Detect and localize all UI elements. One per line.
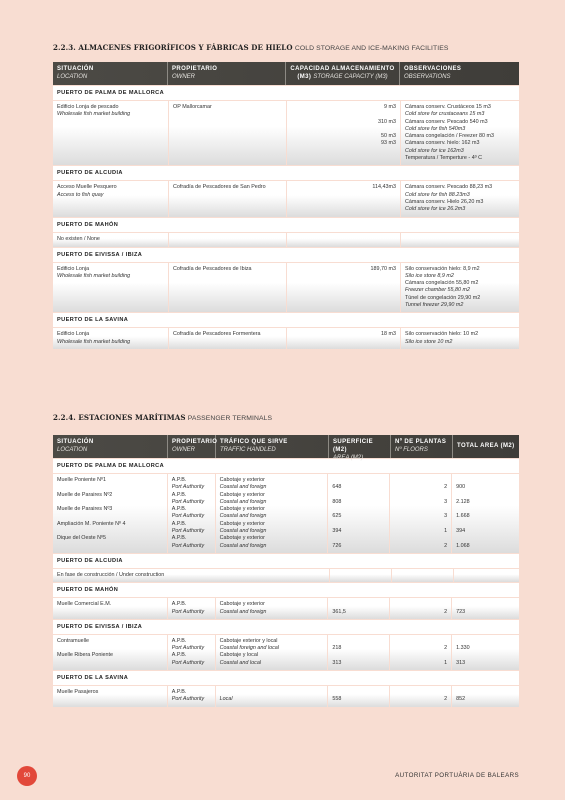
cell-area: 648 808 625 394 726 — [328, 474, 389, 553]
cell-owner: A.P.B. Port Authority — [168, 598, 215, 619]
port-heading: PUERTO DE LA SAVINA — [53, 671, 519, 685]
cell-traffic: Cabotaje y exterior Coastal and foreign — [216, 598, 328, 619]
cell-location: Contramuelle Muelle Ribera Poniente — [53, 635, 167, 670]
header-area: SUPERFICIE (M2) AREA (M2) — [329, 435, 391, 458]
table-row — [53, 181, 519, 216]
table-row — [53, 686, 519, 707]
cell-location: No existen / None — [53, 233, 168, 247]
cell-observations — [401, 233, 519, 247]
cell-observations: Cámara conserv. Crustáceos 15 m3 Cold store for crustaceans 15 m3 Cámara conserv. Pescado 540 m3 Cold store for fish 540m3 Cámara congelación / Freezer 80 m3 Cámara conserv. hielo: 162 m3 Cold store for ice 162m3 Temperatura / Temperture - 4º C — [401, 101, 519, 165]
cell-owner: Cofradía de Pescadores de Ibiza — [169, 263, 286, 313]
port-heading: PUERTO DE MAHÓN — [53, 583, 519, 597]
table-row — [53, 233, 519, 247]
table-header — [53, 62, 519, 85]
cell-total-area: 900 2.128 1.668 394 1.068 — [452, 474, 519, 553]
cell-location: Muelle Poniente Nº1 Muelle de Paraires Nº2 Muelle de Paraires Nº3 Ampliación M. Poniente Nº 4 Dique del Oeste Nº5 — [53, 474, 167, 553]
port-heading: PUERTO DE MAHÓN — [53, 218, 519, 232]
table-row — [53, 328, 519, 349]
cell-owner: A.P.B. Port Authority — [168, 686, 215, 707]
table-row — [53, 635, 519, 670]
cell-location: Edificio Lonja de pescado Wholesale fish market building — [53, 101, 168, 165]
table-header — [53, 435, 519, 461]
header-traffic: TRÁFICO QUE SIRVE TRAFFIC HANDLED — [216, 435, 329, 458]
cell-empty — [392, 569, 453, 582]
port-heading: PUERTO DE EIVISSA / IBIZA — [53, 620, 519, 634]
cell-observations: Silo conservación hielo: 10 m2 Silo ice store 10 m2 — [401, 328, 519, 349]
cell-empty — [454, 569, 519, 582]
header-observations: OBSERVACIONES OBSERVATIONS — [404, 66, 462, 80]
cell-owner: A.P.B. Port Authority A.P.B. Port Authority — [168, 635, 215, 670]
cell-capacity: 9 m3 310 m3 50 m3 93 m3 — [287, 101, 400, 165]
footer-organization: AUTORITAT PORTUÀRIA DE BALEARS — [395, 772, 519, 779]
passenger-terminals-table — [53, 435, 519, 707]
port-heading: PUERTO DE ALCUDIA — [53, 166, 519, 180]
header-location: SITUACIÓN LOCATION — [53, 62, 168, 85]
section-title-cold-storage: 2.2.3. ALMACENES FRIGORÍFICOS Y FÁBRICAS DE HIELO COLD STORAGE AND ICE-MAKING FACILITIES — [53, 43, 449, 52]
cell-location: Muelle Pasajeros — [53, 686, 167, 707]
cell-floors: 2 — [390, 598, 451, 619]
cell-location: Acceso Muelle Pesquero Access to fish quay — [53, 181, 168, 216]
header-owner: PROPIETARIO OWNER — [168, 435, 216, 458]
page-number-badge: 90 — [17, 766, 37, 786]
cell-traffic: Cabotaje y exterior Coastal and foreign Cabotaje y exterior Coastal and foreign Cabotaje y exterior Coastal and foreign Cabotaje y exterior Coastal and foreign Cabotaje y exterior Coastal and foreign — [216, 474, 328, 553]
cell-location: Muelle Comercial E.M. — [53, 598, 167, 619]
cell-owner — [169, 233, 286, 247]
table-row — [53, 474, 519, 553]
port-heading: PUERTO DE EIVISSA / IBIZA — [53, 248, 519, 262]
header-capacity: CAPACIDAD ALMACENAMIENTO (M3) STORAGE CAPACITY (M3) — [286, 62, 400, 85]
table-row — [53, 598, 519, 619]
port-heading: PUERTO DE PALMA DE MALLORCA — [53, 459, 519, 473]
cold-storage-table — [53, 62, 519, 349]
cell-area: 558 — [328, 686, 389, 707]
cell-observations: Cámara conserv. Pescado 88,23 m3 Cold store for fish 88.23m3 Cámara conserv. Hielo 26,20 m3 Cold store for ice 26.2m3 — [401, 181, 519, 216]
cell-capacity — [287, 233, 400, 247]
cell-floors: 2 3 3 1 2 — [390, 474, 451, 553]
cell-location: Edificio Lonja Wholesale fish market building — [53, 328, 168, 349]
cell-owner: OP Mallorcamar — [169, 101, 286, 165]
cell-capacity: 189,70 m3 — [287, 263, 400, 313]
cell-total-area: 723 — [452, 598, 519, 619]
header-total-area: TOTAL AREA (M2) — [457, 443, 515, 449]
cell-observations: Silo conservación hielo: 8,9 m2 Silo ice store 8,9 m2 Cámara congelación 55,80 m2 Freezer chamber 55,80 m2 Túnel de congelación 29,90 m2 Tunnel freezer 29,90 m2 — [401, 263, 519, 313]
cell-capacity: 18 m3 — [287, 328, 400, 349]
cell-floors: 2 1 — [390, 635, 451, 670]
table-row — [53, 101, 519, 165]
cell-total-area: 1.330 313 — [452, 635, 519, 670]
cell-floors: 2 — [390, 686, 451, 707]
header-owner: PROPIETARIO OWNER — [168, 62, 286, 85]
port-heading: PUERTO DE ALCUDIA — [53, 554, 519, 568]
cell-traffic: Cabotaje exterior y local Coastal foreign and local Cabotaje y local Coastal and local — [216, 635, 328, 670]
header-location: SITUACIÓN LOCATION — [53, 435, 168, 458]
cell-owner: A.P.B. Port Authority A.P.B. Port Authority A.P.B. Port Authority A.P.B. Port Authority A.P.B. Port Authority — [168, 474, 215, 553]
cell-area: 218 313 — [328, 635, 389, 670]
cell-area: 361,5 — [328, 598, 389, 619]
cell-capacity: 114,43m3 — [287, 181, 400, 216]
cell-owner: Cofradía de Pescadores Formentera — [169, 328, 286, 349]
port-heading: PUERTO DE PALMA DE MALLORCA — [53, 86, 519, 100]
cell-location: Edificio Lonja Wholesale fish market building — [53, 263, 168, 313]
cell-empty — [330, 569, 391, 582]
cell-total-area: 852 — [452, 686, 519, 707]
cell-owner: Cofradía de Pescadores de San Pedro — [169, 181, 286, 216]
port-heading: PUERTO DE LA SAVINA — [53, 313, 519, 327]
table-row — [53, 263, 519, 313]
section-title-passenger-terminals: 2.2.4. ESTACIONES MARÍTIMAS PASSENGER TERMINALS — [53, 413, 273, 422]
table-row — [53, 569, 519, 582]
header-floors: Nº DE PLANTAS Nº FLOORS — [391, 435, 453, 458]
cell-traffic: Local — [216, 686, 328, 707]
cell-note: En fase de construcción / Under construction — [53, 569, 329, 582]
